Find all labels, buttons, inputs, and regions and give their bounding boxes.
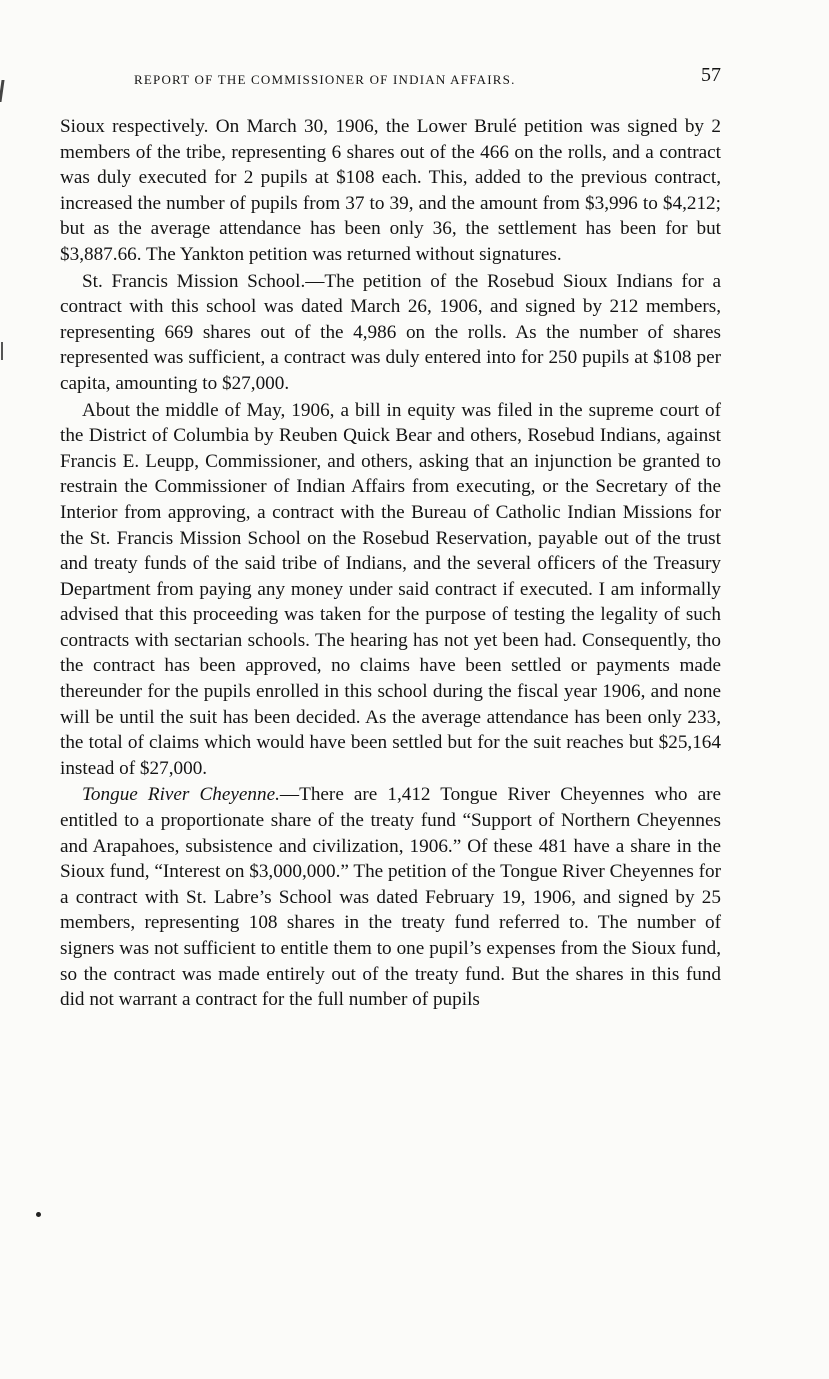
page-number: 57 (701, 64, 721, 86)
margin-mark-middle (1, 342, 3, 360)
page-header (60, 62, 721, 102)
margin-mark-top (0, 80, 5, 102)
running-head: REPORT OF THE COMMISSIONER OF INDIAN AFFAIRS. (134, 72, 516, 87)
paragraph-bill-in-equity: About the middle of May, 1906, a bill in equity was filed in the supreme court of the District of Columbia by Reuben Quick Bear and others, Rosebud Indians, against Francis E. Leupp, Commissioner, and others, asking that an injunction be granted to restrain the Commissioner of Indian Affairs from executing, or the Secretary of the Interior from approving, a contract with the Bureau of Catholic Indian Missions for the St. Francis Mission School on the Rosebud Reservation, payable out of the trust and treaty funds of the said tribe of Indians, and the several officers of the Treasury Department from paying any money under said contract if executed. I am informally advised that this proceeding was taken for the purpose of testing the legality of such contracts with sectarian schools. The hearing has not yet been had. Consequently, tho the contract has been approved, no claims have been settled or payments made thereunder for the pupils enrolled in this school during the fiscal year 1906, and none will be until the suit has been decided. As the average attendance has been only 233, the total of claims which would have been settled but for the suit reaches but $25,164 instead of $27,000. (60, 399, 721, 779)
section-title-tongue-river: Tongue River Cheyenne. (82, 784, 280, 806)
ink-dot (36, 1212, 41, 1217)
document-page (60, 62, 721, 1013)
paragraph-tongue-river-text: —There are 1,412 Tongue River Cheyennes who are entitled to a proportionate share of the treaty fund “Support of Northern Cheyennes and Arapahoes, subsistence and civilization, 1906.” Of these 481 have a share in the Sioux fund, “Interest on $3,000,000.” The petition of the Tongue River Cheyennes for a contract with St. Labre’s School was dated February 19, 1906, and signed by 25 members, representing 108 shares in the treaty fund referred to. The number of signers was not sufficient to entitle them to one pupil’s expenses from the Sioux fund, so the contract was made entirely out of the treaty fund. But the shares in this fund did not warrant a contract for the full number of pupils (60, 784, 721, 1011)
body-text (60, 114, 721, 1013)
paragraph-st-francis: St. Francis Mission School.—The petition of the Rosebud Sioux Indians for a contract with this school was dated March 26, 1906, and signed by 212 members, representing 669 shares out of the 4,986 on the rolls. As the number of shares represented was sufficient, a contract was duly entered into for 250 pupils at $108 per capita, amounting to $27,000. (60, 270, 721, 394)
paragraph-tongue-river (60, 782, 721, 1012)
paragraph-lower-brule: Sioux respectively. On March 30, 1906, the Lower Brulé petition was signed by 2 members of the tribe, representing 6 shares out of the 466 on the rolls, and a contract was duly executed for 2 pupils at $108 each. This, added to the previous contract, increased the number of pupils from 37 to 39, and the amount from $3,996 to $4,212; but as the average attendance has been only 36, the settlement has been for but $3,887.66. The Yankton petition was returned without signatures. (60, 116, 721, 265)
